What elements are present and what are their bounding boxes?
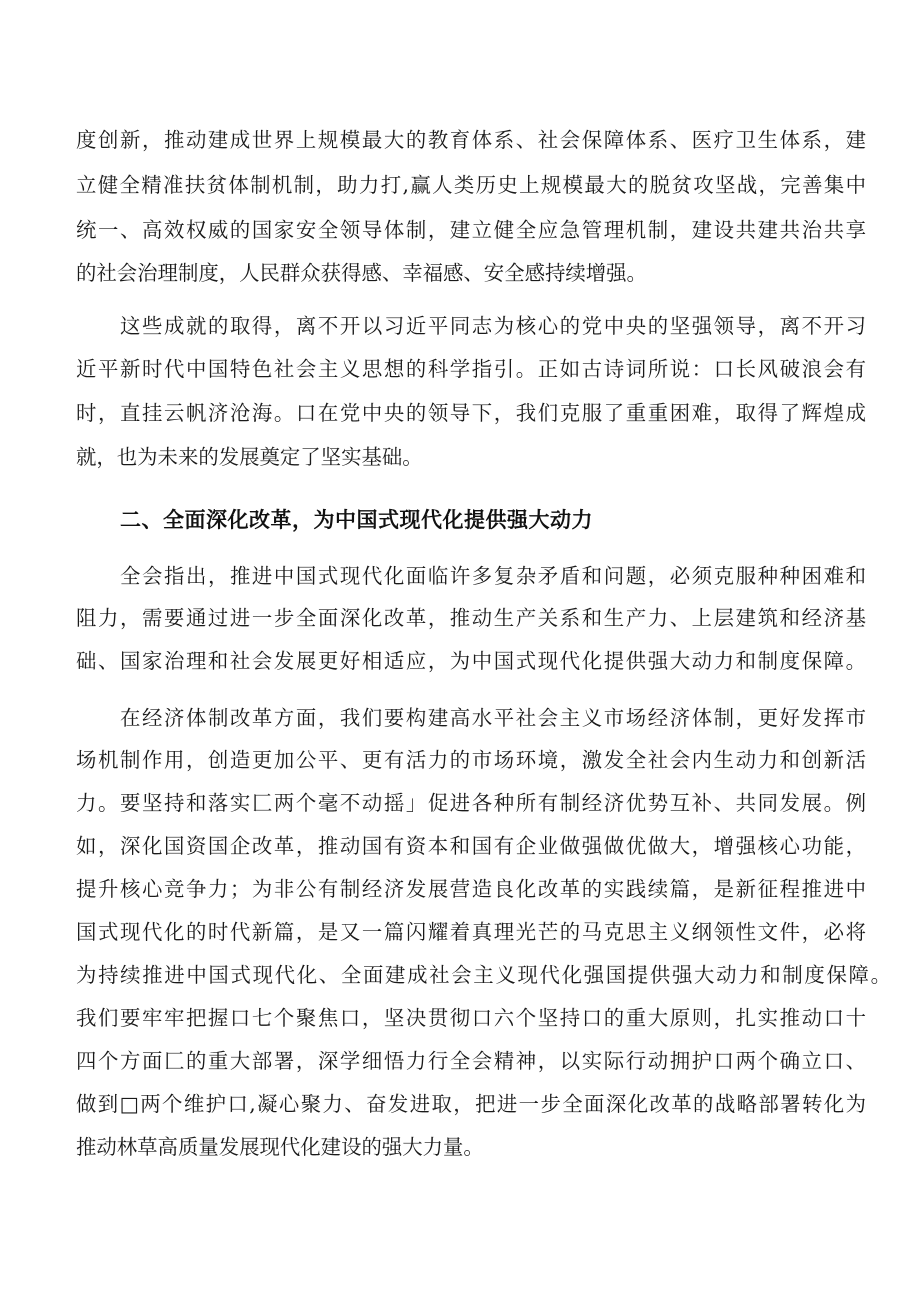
paragraph1-line-1: 度创新，推动建成世界上规模最大的教育体系、社会保障体系、医疗卫生体系，建 [76,128,866,152]
paragraph3-line-3: 础、国家治理和社会发展更好相适应，为中国式现代化提供强大动力和制度保障。 [76,649,866,673]
paragraph4-line-7: 为持续推进中国式现代化、全面建成社会主义现代化强国提供强大动力和制度保障。 [76,963,891,987]
paragraph4-line-9: 四个方面匚的重大部署，深学细悟力行全会精神，以实际行动拥护口两个确立口、 [76,1049,866,1073]
paragraph4-line-3: 力。要坚持和落实匚两个毫不动摇」促进各种所有制经济优势互补、共同发展。例 [76,791,866,815]
paragraph3-line-2: 阻力，需要通过进一步全面深化改革，推动生产关系和生产力、上层建筑和经济基 [76,606,866,630]
paragraph4-line-2: 场机制作用，创造更加公平、更有活力的市场环境，激发全社会内生动力和创新活 [76,748,866,772]
paragraph1-line-3: 统一、高效权威的国家安全领导体制，建立健全应急管理机制，建设共建共治共享 [76,218,866,242]
paragraph4-line-8: 我们要牢牢把握口七个聚焦口，坚决贯彻口六个坚持口的重大原则，扎实推动口十 [76,1006,866,1030]
paragraph2-line-2: 近平新时代中国特色社会主义思想的科学指引。正如古诗词所说：口长风破浪会有 [76,357,866,381]
paragraph4-line-4: 如，深化国资国企改革，推动国有资本和国有企业做强做优做大，增强核心功能， [76,834,866,858]
paragraph1-line-4: 的社会治理制度，人民群众获得感、幸福感、安全感持续增强。 [76,261,647,285]
paragraph4-line-5: 提升核心竞争力；为非公有制经济发展营造良化改革的实践续篇，是新征程推进中 [76,877,866,901]
paragraph1-line-2: 立健全精准扶贫体制机制，助力打,赢人类历史上规模最大的脱贫攻坚战，完善集中 [76,173,866,197]
section-heading: 二、全面深化改革，为中国式现代化提供强大动力 [120,508,593,532]
paragraph4-line-10: 做到□两个维护口,凝心聚力、奋发进取，把进一步全面深化改革的战略部署转化为 [76,1092,866,1116]
paragraph2-line-3: 时，直挂云帆济沧海。口在党中央的领导下，我们克服了重重困难，取得了辉煌成 [76,401,866,425]
paragraph2-line-1: 这些成就的取得，离不开以习近平同志为核心的党中央的坚强领导，离不开习 [120,314,866,338]
paragraph3-line-1: 全会指出，推进中国式现代化面临许多复杂矛盾和问题，必须克服种种困难和 [120,564,866,588]
paragraph2-line-4: 就，也为未来的发展奠定了坚实基础。 [76,445,423,469]
paragraph4-line-11: 推动林草高质量发展现代化建设的强大力量。 [76,1135,484,1159]
paragraph4-line-1: 在经济体制改革方面，我们要构建高水平社会主义市场经济体制，更好发挥市 [120,706,866,730]
paragraph4-line-6: 国式现代化的时代新篇，是又一篇闪耀着真理光芒的马克思主义纲领性文件，必将 [76,920,866,944]
